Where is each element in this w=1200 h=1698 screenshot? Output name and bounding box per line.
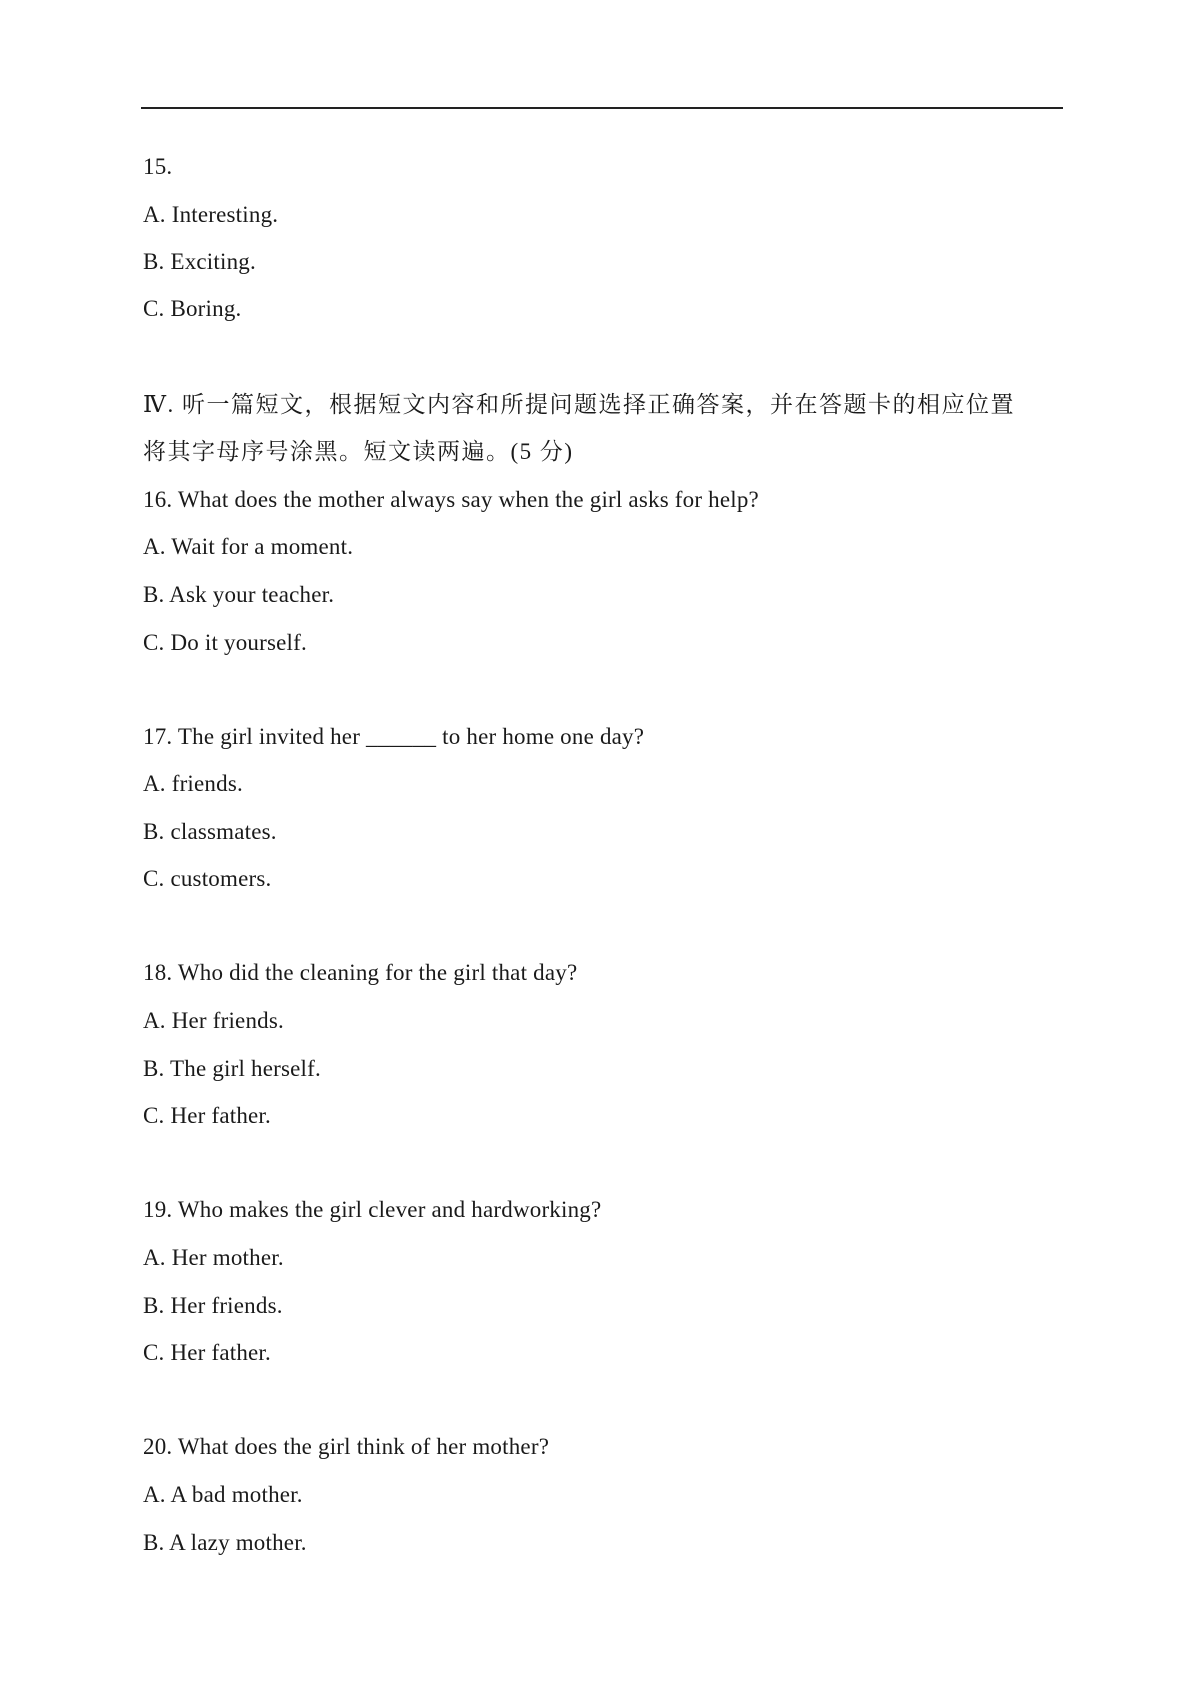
q18-option-a: A. Her friends. [143, 1008, 284, 1033]
q15-number: 15. [143, 154, 173, 179]
q15-option-b: B. Exciting. [143, 249, 256, 274]
q19-option-b: B. Her friends. [143, 1293, 283, 1318]
q18-question: 18. Who did the cleaning for the girl that day? [143, 960, 578, 985]
q20-option-b: B. A lazy mother. [143, 1530, 307, 1555]
q19-question: 19. Who makes the girl clever and hardworking? [143, 1197, 602, 1222]
q18-option-b: B. The girl herself. [143, 1056, 321, 1081]
q16-option-a: A. Wait for a moment. [143, 534, 354, 559]
section4-instruction-line1: Ⅳ. 听一篇短文，根据短文内容和所提问题选择正确答案，并在答题卡的相应位置 [143, 392, 1015, 417]
q15-option-c: C. Boring. [143, 296, 242, 321]
q20-question: 20. What does the girl think of her mother? [143, 1434, 550, 1459]
q18-option-c: C. Her father. [143, 1103, 271, 1128]
header-rule [141, 107, 1063, 109]
q20-option-a: A. A bad mother. [143, 1482, 303, 1507]
q17-option-c: C. customers. [143, 866, 272, 891]
q17-option-a: A. friends. [143, 771, 243, 796]
section4-instruction-line2: 将其字母序号涂黑。短文读两遍。(5 分) [143, 439, 574, 464]
q15-option-a: A. Interesting. [143, 202, 279, 227]
q16-option-b: B. Ask your teacher. [143, 582, 335, 607]
q19-option-a: A. Her mother. [143, 1245, 284, 1270]
q19-option-c: C. Her father. [143, 1340, 271, 1365]
q17-question: 17. The girl invited her ______ to her home one day? [143, 724, 645, 749]
q16-option-c: C. Do it yourself. [143, 630, 307, 655]
q16-question: 16. What does the mother always say when the girl asks for help? [143, 487, 759, 512]
q17-option-b: B. classmates. [143, 819, 277, 844]
